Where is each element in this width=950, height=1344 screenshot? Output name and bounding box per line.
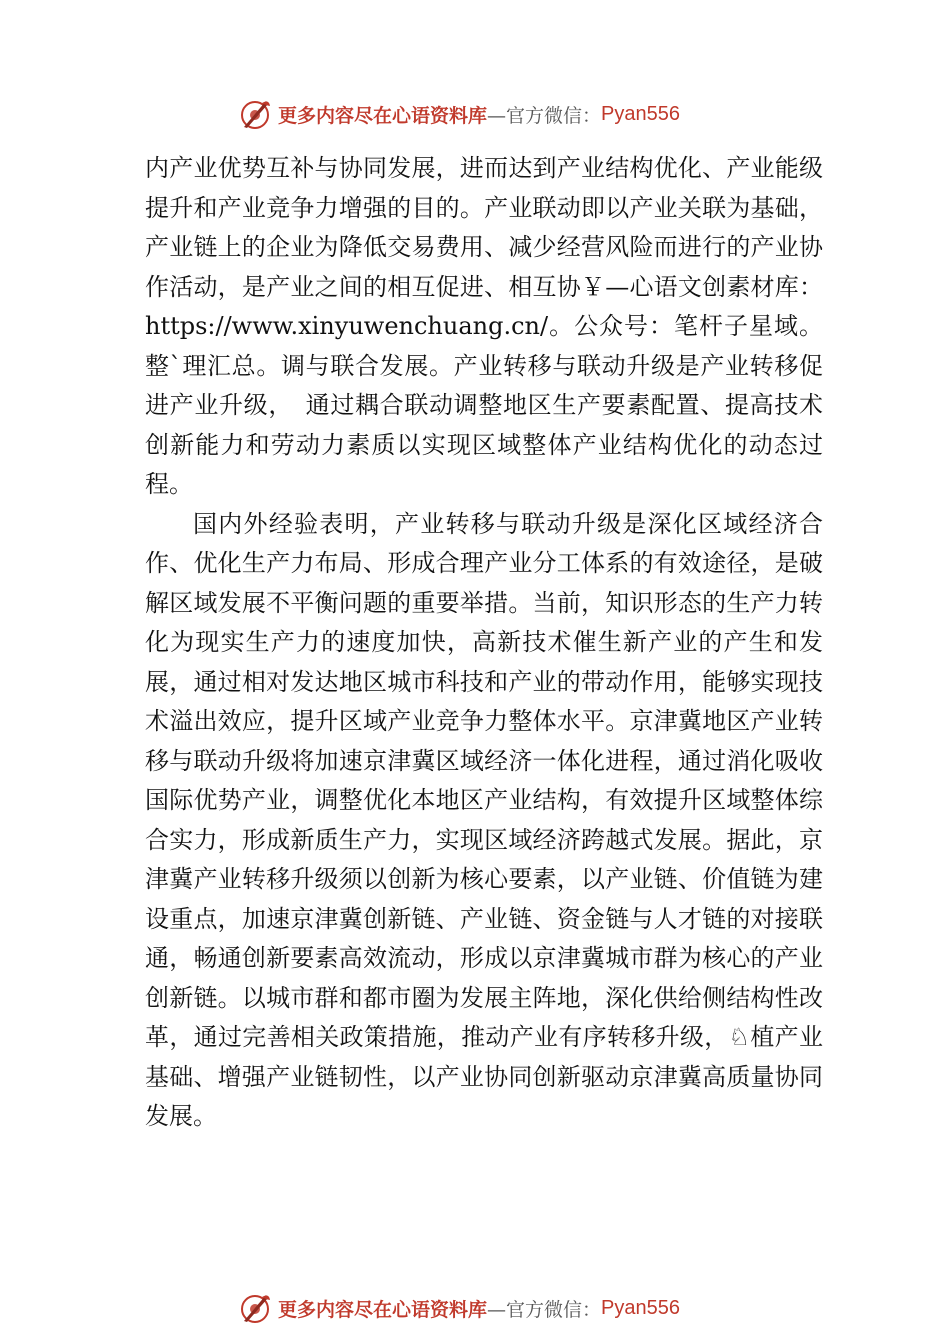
watermark-wechat-label: —官方微信： (487, 104, 602, 127)
watermark-brand-text: 更多内容尽在心语资料库 (278, 1298, 488, 1321)
paragraph-2: 国内外经验表明，产业转移与联动升级是深化区域经济合作、优化生产力布局、形成合理产业分工体系的有效途径，是破解区域发展不平衡问题的重要举措。当前，知识形态的生产力转化为现实生产力的速度加快，高新技术催生新产业的产生和发展，通过相对发达地区城市科技和产业的带动作用，能够实现技术溢出效应，提升区域产业竞争力整体水平。京津冀地区产业转移与联动升级将加速京津冀区域经济一体化进程，通过消化吸收国际优势产业，调整优化本地区产业结构，有效提升区域整体综合实力，形成新质生产力，实现区域经济跨越式发展。据此，京津冀产业转移升级须以创新为核心要素，以产业链、价值链为建设重点，加速京津冀创新链、产业链、资金链与人才链的对接联通，畅通创新要素高效流动，形成以京津冀城市群为核心的产业创新链。以城市群和都市圈为发展主阵地，深化供给侧结构性改革，通过完善相关政策措施，推动产业有序转移升级，♘植产业基础、增强产业链韧性，以产业协同创新驱动京津冀高质量协同发展。 (145, 509, 823, 1130)
watermark-wechat-id: Pyan556 (601, 102, 680, 125)
watermark-header (238, 96, 680, 132)
document-body (145, 149, 823, 1137)
quill-seal-icon (238, 1291, 272, 1325)
watermark-wechat-label: —官方微信： (487, 1298, 602, 1321)
watermark-wechat-id: Pyan556 (601, 1296, 680, 1319)
watermark-footer (238, 1290, 680, 1326)
paragraph-1: 内产业优势互补与协同发展，进而达到产业结构优化、产业能级提升和产业竞争力增强的目的。产业联动即以产业关联为基础，产业链上的企业为降低交易费用、减少经营风险而进行的产业协作活动，是产业之间的相互促进、相互协￥—心语文创素材库：https://www.xinyuwenchuang.cn/。公众号：笔杆子星域。整`理汇总。调与联合发展。产业转移与联动升级是产业转移促进产业升级， 通过耦合联动调整地区生产要素配置、提高技术创新能力和劳动力素质以实现区域整体产业结构优化的动态过程。 (145, 154, 823, 498)
quill-seal-icon (238, 97, 272, 131)
watermark-brand-text: 更多内容尽在心语资料库 (278, 104, 488, 127)
